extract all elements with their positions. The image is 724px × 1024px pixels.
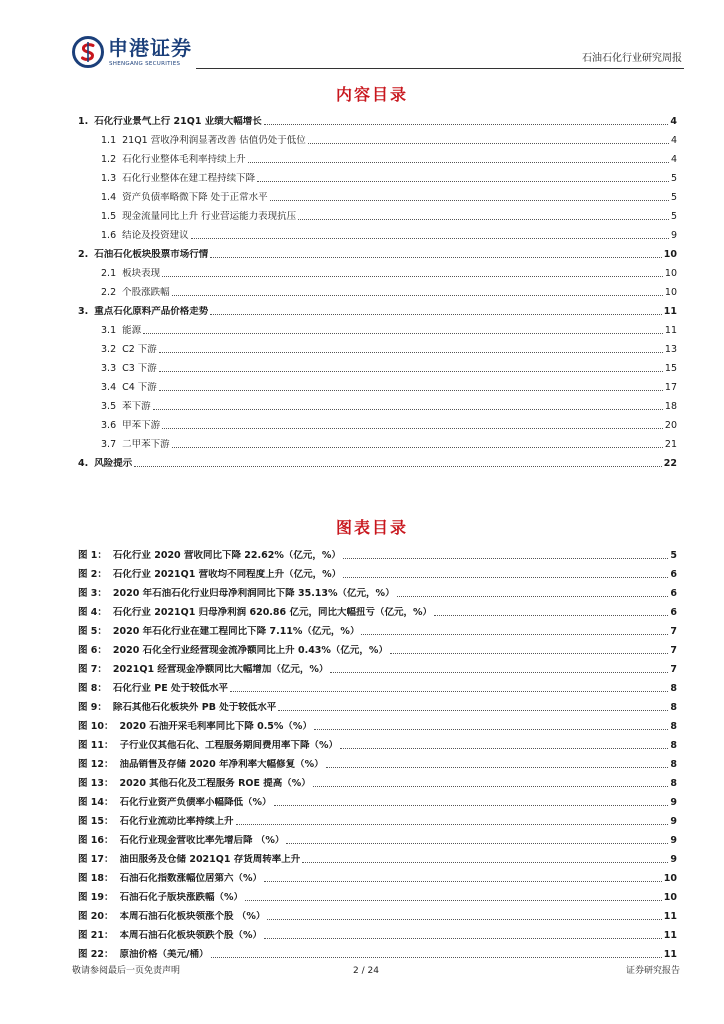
- entry-title: 重点石化原料产品价格走势: [94, 305, 209, 317]
- entry-title: 结论及投资建议: [122, 229, 189, 241]
- entry-page-number: 8: [670, 720, 677, 732]
- dot-leader: [191, 238, 669, 239]
- dot-leader: [162, 428, 663, 429]
- toc-subsection-entry[interactable]: [78, 131, 677, 150]
- toc-subsection-entry[interactable]: [78, 359, 677, 378]
- entry-number: 4.: [78, 457, 89, 469]
- figure-entry[interactable]: [78, 565, 677, 584]
- dot-leader: [343, 558, 669, 559]
- figure-entry[interactable]: [78, 660, 677, 679]
- entry-number: 图 15：: [78, 815, 114, 827]
- entry-page-number: 4: [670, 134, 677, 146]
- entry-title: 石化行业整体毛利率持续上升: [122, 153, 246, 165]
- entry-page-number: 10: [663, 248, 677, 260]
- entry-number: 图 7：: [78, 663, 107, 675]
- entry-title: 石化行业 2021Q1 营收均不同程度上升（亿元，%）: [112, 568, 342, 580]
- toc-subsection-entry[interactable]: [78, 188, 677, 207]
- toc-subsection-entry[interactable]: [78, 226, 677, 245]
- entry-number: 图 13：: [78, 777, 114, 789]
- entry-number: 1.1: [101, 134, 117, 146]
- dot-leader: [434, 615, 668, 616]
- entry-title: 2020 年石化行业在建工程同比下降 7.11%（亿元，%）: [112, 625, 360, 637]
- dot-leader: [236, 824, 669, 825]
- entry-title: 板块表现: [122, 267, 161, 279]
- dot-leader: [248, 162, 669, 163]
- entry-number: 1.3: [101, 172, 117, 184]
- figure-entry[interactable]: [78, 622, 677, 641]
- entry-number: 1.5: [101, 210, 117, 222]
- entry-page-number: 5: [670, 191, 677, 203]
- figure-entry[interactable]: [78, 717, 677, 736]
- entry-title: 甲苯下游: [122, 419, 161, 431]
- entry-title: 油田服务及仓储 2021Q1 存货周转率上升: [119, 853, 301, 865]
- toc-subsection-entry[interactable]: [78, 378, 677, 397]
- entry-title: 2020 年石油石化行业归母净利润同比下降 35.13%（亿元，%）: [112, 587, 395, 599]
- entry-number: 图 22：: [78, 948, 114, 960]
- entry-number: 3.1: [101, 324, 117, 336]
- figure-entry[interactable]: [78, 888, 677, 907]
- entry-title: 苯下游: [122, 400, 151, 412]
- entry-title: C3 下游: [122, 362, 157, 374]
- entry-page-number: 8: [670, 701, 677, 713]
- dot-leader: [264, 881, 662, 882]
- entry-title: 现金流量同比上升 行业营运能力表现抗压: [122, 210, 297, 222]
- toc-subsection-entry[interactable]: [78, 321, 677, 340]
- toc-subsection-entry[interactable]: [78, 150, 677, 169]
- entry-page-number: 8: [670, 739, 677, 751]
- entry-number: 图 8：: [78, 682, 107, 694]
- entry-title: 资产负债率略微下降 处于正常水平: [122, 191, 268, 203]
- dot-leader: [340, 748, 668, 749]
- entry-page-number: 5: [670, 172, 677, 184]
- figure-entry[interactable]: [78, 584, 677, 603]
- entry-page-number: 11: [663, 948, 677, 960]
- shengang-logo-icon: [72, 36, 104, 68]
- entry-number: 图 18：: [78, 872, 114, 884]
- entry-page-number: 7: [670, 663, 677, 675]
- entry-number: 图 21：: [78, 929, 114, 941]
- entry-title: 原油价格（美元/桶）: [119, 948, 209, 960]
- entry-title: 石油石化子版块涨跌幅（%）: [119, 891, 244, 903]
- entry-page-number: 10: [663, 891, 677, 903]
- toc-subsection-entry[interactable]: [78, 264, 677, 283]
- entry-number: 3.4: [101, 381, 117, 393]
- entry-page-number: 10: [664, 267, 677, 279]
- toc-subsection-entry[interactable]: [78, 169, 677, 188]
- entry-number: 图 6：: [78, 644, 107, 656]
- entry-number: 3.5: [101, 400, 117, 412]
- dot-leader: [308, 143, 669, 144]
- dot-leader: [278, 710, 668, 711]
- entry-title: 个股涨跌幅: [122, 286, 170, 298]
- entry-number: 图 19：: [78, 891, 114, 903]
- figure-entry[interactable]: [78, 850, 677, 869]
- entry-page-number: 9: [670, 834, 677, 846]
- entry-number: 3.7: [101, 438, 117, 450]
- entry-page-number: 17: [664, 381, 677, 393]
- figure-entry[interactable]: [78, 831, 677, 850]
- entry-page-number: 8: [670, 682, 677, 694]
- dot-leader: [314, 729, 668, 730]
- dot-leader: [361, 634, 668, 635]
- entry-title: 除石其他石化板块外 PB 处于较低水平: [112, 701, 277, 713]
- dot-leader: [172, 447, 663, 448]
- entry-page-number: 10: [663, 872, 677, 884]
- entry-page-number: 15: [664, 362, 677, 374]
- dot-leader: [270, 200, 669, 201]
- dot-leader: [397, 596, 669, 597]
- entry-page-number: 10: [664, 286, 677, 298]
- figure-entry[interactable]: [78, 812, 677, 831]
- dot-leader: [153, 409, 663, 410]
- entry-number: 3.6: [101, 419, 117, 431]
- page-indicator: 2 / 24: [353, 966, 379, 976]
- entry-number: 1.2: [101, 153, 117, 165]
- dot-leader: [172, 295, 663, 296]
- entry-page-number: 11: [663, 910, 677, 922]
- entry-number: 图 5：: [78, 625, 107, 637]
- entry-page-number: 9: [670, 853, 677, 865]
- dot-leader: [267, 919, 661, 920]
- entry-title: 2020 石油开采毛利率同比下降 0.5%（%）: [119, 720, 312, 732]
- dot-leader: [274, 805, 669, 806]
- entry-number: 图 11：: [78, 739, 114, 751]
- entry-title: 石化行业现金营收比率先增后降 （%）: [119, 834, 285, 846]
- toc-subsection-entry[interactable]: [78, 340, 677, 359]
- entry-page-number: 9: [670, 796, 677, 808]
- brand-subtext: SHENGANG SECURITIES: [109, 61, 181, 67]
- dot-leader: [298, 219, 669, 220]
- figure-entry[interactable]: [78, 793, 677, 812]
- dot-leader: [330, 672, 668, 673]
- entry-page-number: 7: [670, 625, 677, 637]
- entry-number: 2.2: [101, 286, 117, 298]
- entry-title: 石化行业资产负债率小幅降低（%）: [119, 796, 272, 808]
- dot-leader: [302, 862, 668, 863]
- entry-number: 图 9：: [78, 701, 107, 713]
- dot-leader: [326, 767, 669, 768]
- entry-number: 图 1：: [78, 549, 107, 561]
- entry-page-number: 9: [670, 815, 677, 827]
- figure-entry[interactable]: [78, 869, 677, 888]
- toc-list: [78, 112, 677, 473]
- entry-page-number: 6: [670, 568, 677, 580]
- figure-entry[interactable]: [78, 736, 677, 755]
- entry-page-number: 6: [670, 587, 677, 599]
- entry-page-number: 18: [664, 400, 677, 412]
- dot-leader: [264, 938, 662, 939]
- dot-leader: [210, 257, 662, 258]
- dot-leader: [211, 957, 662, 958]
- toc-section-entry[interactable]: [78, 245, 677, 264]
- entry-title: 石化行业 PE 处于较低水平: [112, 682, 228, 694]
- entry-page-number: 11: [663, 929, 677, 941]
- entry-number: 3.: [78, 305, 89, 317]
- toc-section-entry[interactable]: [78, 112, 677, 131]
- toc-subsection-entry[interactable]: [78, 283, 677, 302]
- entry-title: 子行业仅其他石化、工程服务期间费用率下降（%）: [119, 739, 339, 751]
- toc-subsection-entry[interactable]: [78, 207, 677, 226]
- entry-page-number: 9: [670, 229, 677, 241]
- entry-title: 本周石油石化板块领跌个股（%）: [119, 929, 263, 941]
- entry-number: 3.3: [101, 362, 117, 374]
- entry-number: 图 17：: [78, 853, 114, 865]
- toc-subsection-entry[interactable]: [78, 397, 677, 416]
- entry-title: 能源: [122, 324, 142, 336]
- entry-title: 石化行业流动比率持续上升: [119, 815, 234, 827]
- entry-page-number: 5: [670, 210, 677, 222]
- entry-number: 2.: [78, 248, 89, 260]
- figure-entry[interactable]: [78, 546, 677, 565]
- entry-page-number: 7: [670, 644, 677, 656]
- entry-title: 石化行业 2021Q1 归母净利润 620.86 亿元，同比大幅扭亏（亿元，%）: [112, 606, 432, 618]
- entry-title: 石油石化指数涨幅位居第六（%）: [119, 872, 263, 884]
- entry-number: 1.6: [101, 229, 117, 241]
- figure-entry[interactable]: [78, 679, 677, 698]
- entry-title: 2020 其他石化及工程服务 ROE 提高（%）: [119, 777, 311, 789]
- entry-page-number: 4: [670, 153, 677, 165]
- toc-title: 内容目录: [335, 85, 408, 104]
- figure-entry[interactable]: [78, 774, 677, 793]
- dot-leader: [159, 371, 663, 372]
- dot-leader: [162, 276, 663, 277]
- entry-title: 21Q1 营收净利润显著改善 估值仍处于低位: [122, 134, 306, 146]
- entry-page-number: 6: [670, 606, 677, 618]
- entry-title: 本周石油石化板块领涨个股 （%）: [119, 910, 266, 922]
- dot-leader: [390, 653, 668, 654]
- entry-page-number: 11: [664, 324, 677, 336]
- entry-number: 2.1: [101, 267, 117, 279]
- toc-section-entry[interactable]: [78, 454, 677, 473]
- figure-entry[interactable]: [78, 945, 677, 964]
- dot-leader: [245, 900, 662, 901]
- entry-title: 石化行业 2020 营收同比下降 22.62%（亿元，%）: [112, 549, 341, 561]
- entry-number: 图 4：: [78, 606, 107, 618]
- entry-page-number: 5: [670, 549, 677, 561]
- entry-page-number: 8: [670, 777, 677, 789]
- entry-title: 石化行业整体在建工程持续下降: [122, 172, 256, 184]
- dot-leader: [313, 786, 669, 787]
- header-divider: [196, 68, 684, 69]
- dot-leader: [343, 577, 668, 578]
- toc-section-entry[interactable]: [78, 302, 677, 321]
- entry-title: C4 下游: [122, 381, 157, 393]
- entry-number: 图 20：: [78, 910, 114, 922]
- entry-page-number: 11: [663, 305, 677, 317]
- entry-title: 二甲苯下游: [122, 438, 170, 450]
- report-type-label: 石油石化行业研究周报: [582, 53, 682, 64]
- figure-entry[interactable]: [78, 926, 677, 945]
- entry-page-number: 4: [670, 115, 677, 127]
- entry-title: 油品销售及存储 2020 年净利率大幅修复（%）: [119, 758, 324, 770]
- toc-subsection-entry[interactable]: [78, 416, 677, 435]
- entry-number: 图 3：: [78, 587, 107, 599]
- dot-leader: [134, 466, 662, 467]
- figure-entry[interactable]: [78, 603, 677, 622]
- entry-title: C2 下游: [122, 343, 157, 355]
- dot-leader: [257, 181, 669, 182]
- figure-entry[interactable]: [78, 641, 677, 660]
- entry-number: 图 16：: [78, 834, 114, 846]
- entry-number: 图 2：: [78, 568, 107, 580]
- entry-page-number: 20: [664, 419, 677, 431]
- figure-list-title: 图表目录: [335, 518, 408, 537]
- entry-title: 2020 石化全行业经营现金流净额同比上升 0.43%（亿元，%）: [112, 644, 388, 656]
- brand-name: 申港证券: [108, 36, 192, 60]
- dot-leader: [159, 390, 663, 391]
- entry-page-number: 22: [663, 457, 677, 469]
- entry-number: 图 10：: [78, 720, 114, 732]
- entry-number: 1.: [78, 115, 89, 127]
- entry-number: 1.4: [101, 191, 117, 203]
- figure-list: [78, 546, 677, 964]
- entry-title: 石油石化板块股票市场行情: [94, 248, 209, 260]
- entry-page-number: 8: [670, 758, 677, 770]
- dot-leader: [286, 843, 668, 844]
- entry-page-number: 21: [664, 438, 677, 450]
- entry-number: 图 12：: [78, 758, 114, 770]
- dot-leader: [143, 333, 663, 334]
- figure-entry[interactable]: [78, 698, 677, 717]
- entry-title: 风险提示: [94, 457, 133, 469]
- toc-subsection-entry[interactable]: [78, 435, 677, 454]
- entry-page-number: 13: [664, 343, 677, 355]
- dot-leader: [159, 352, 663, 353]
- entry-title: 2021Q1 经营现金净额同比大幅增加（亿元，%）: [112, 663, 329, 675]
- footer-doc-type: 证券研究报告: [625, 966, 680, 976]
- figure-entry[interactable]: [78, 907, 677, 926]
- entry-title: 石化行业景气上行 21Q1 业绩大幅增长: [94, 115, 262, 127]
- dot-leader: [230, 691, 668, 692]
- dot-leader: [210, 314, 662, 315]
- dot-leader: [264, 124, 669, 125]
- footer-disclaimer: 敬请参阅最后一页免责声明: [72, 966, 181, 976]
- entry-number: 图 14：: [78, 796, 114, 808]
- figure-entry[interactable]: [78, 755, 677, 774]
- entry-number: 3.2: [101, 343, 117, 355]
